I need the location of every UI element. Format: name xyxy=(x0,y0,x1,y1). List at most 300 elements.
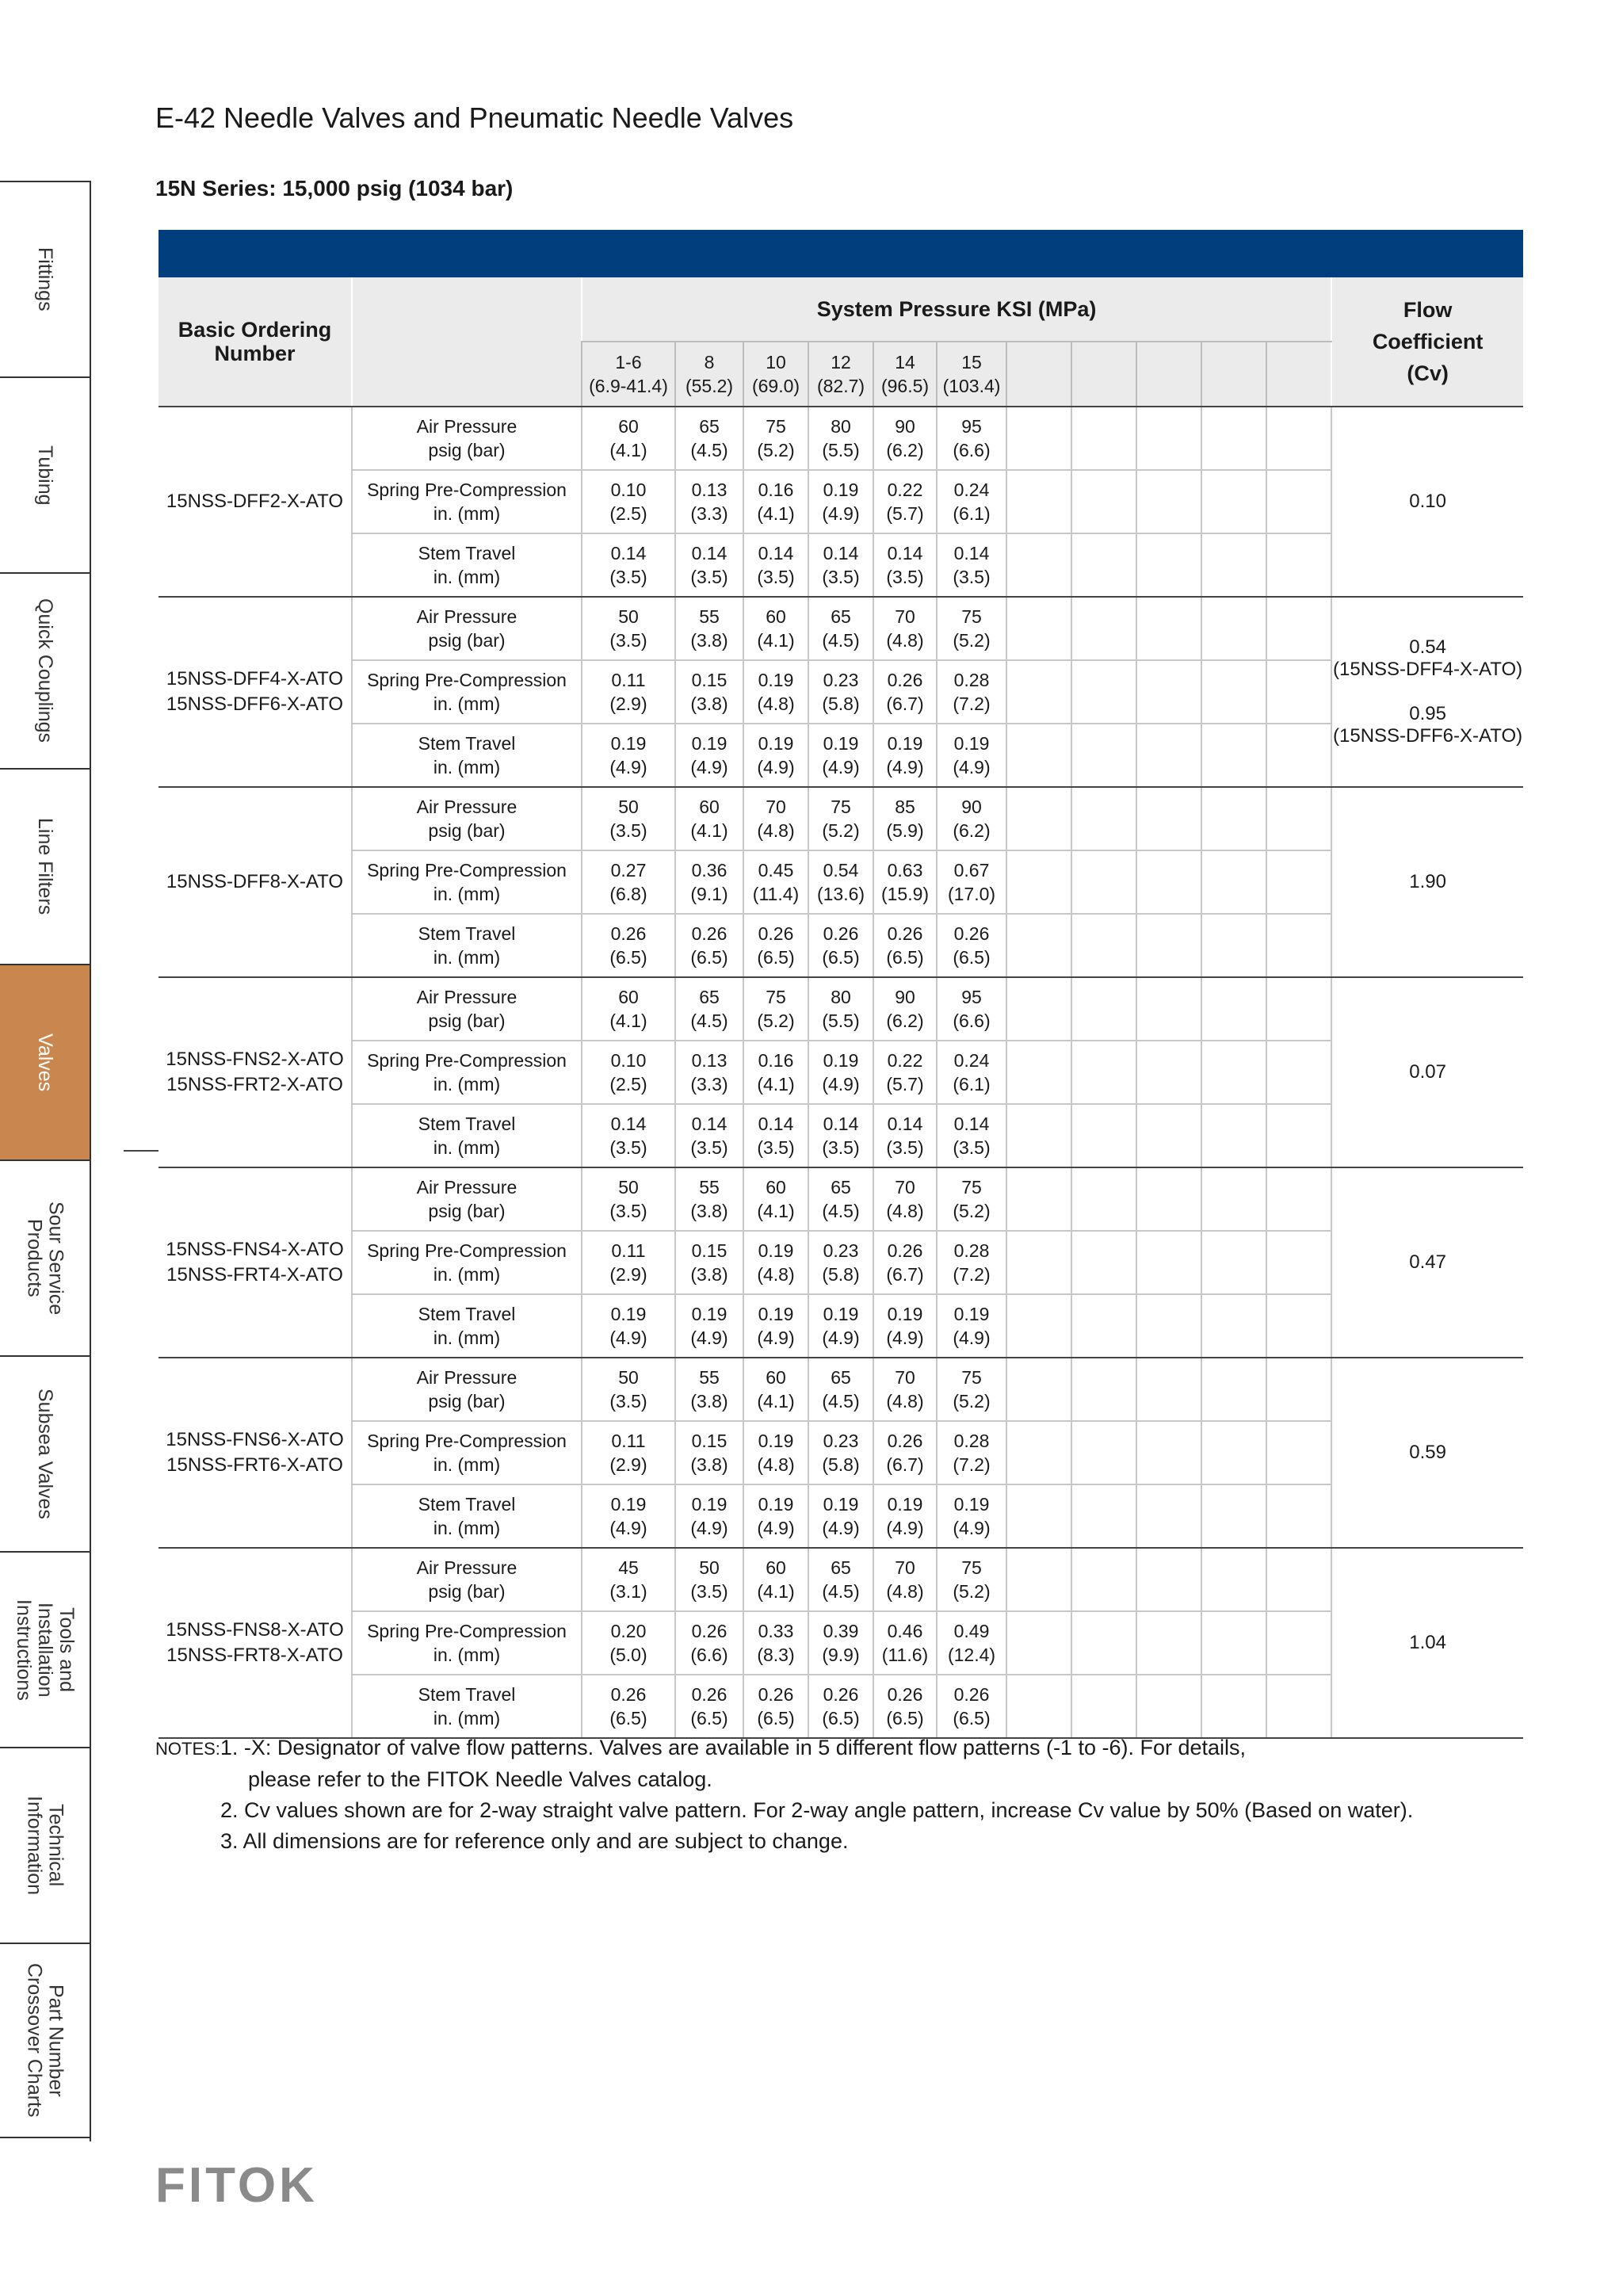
value-imperial: 0.26 xyxy=(887,1684,923,1705)
value-cell xyxy=(937,470,1006,533)
value-metric: (6.6) xyxy=(953,440,991,460)
parameter-label xyxy=(352,1041,582,1104)
value-imperial: 0.14 xyxy=(823,543,859,563)
value-cell xyxy=(582,1484,675,1548)
value-metric: (6.1) xyxy=(953,503,991,524)
value-cell xyxy=(1266,597,1331,660)
value-metric: (6.5) xyxy=(953,1708,991,1729)
value-cell xyxy=(1071,914,1136,977)
value-cell xyxy=(1266,1294,1331,1358)
value-imperial: 45 xyxy=(618,1557,639,1578)
side-tab-label: Tools and Installation Instructions xyxy=(13,1599,78,1701)
value-metric: (4.1) xyxy=(757,503,795,524)
value-cell xyxy=(582,724,675,787)
value-cell xyxy=(937,1421,1006,1484)
value-cell xyxy=(582,1421,675,1484)
side-tab-quick-couplings[interactable] xyxy=(0,572,90,768)
value-imperial: 0.24 xyxy=(953,1050,990,1071)
value-cell xyxy=(937,1294,1006,1358)
value-imperial: 0.19 xyxy=(610,1494,647,1515)
value-imperial: 0.19 xyxy=(953,733,990,754)
value-cell xyxy=(675,914,743,977)
value-cell xyxy=(808,1104,873,1167)
parameter-label xyxy=(352,914,582,977)
side-tab-label: Subsea Valves xyxy=(34,1389,56,1519)
value-metric: (4.9) xyxy=(953,757,991,777)
value-cell xyxy=(675,1484,743,1548)
value-cell xyxy=(1201,1167,1266,1231)
pressure-ksi: 1-6 xyxy=(615,352,642,372)
value-metric: (4.9) xyxy=(953,1328,991,1348)
value-metric: (6.1) xyxy=(953,1074,991,1095)
table-row xyxy=(158,1611,1523,1675)
value-metric: (4.5) xyxy=(822,630,860,651)
parameter-name: Spring Pre-Compression xyxy=(367,1050,567,1071)
value-imperial: 55 xyxy=(699,1177,720,1198)
value-cell xyxy=(675,1167,743,1231)
value-metric: (3.5) xyxy=(886,567,924,587)
value-imperial: 0.19 xyxy=(887,1494,923,1515)
value-imperial: 0.54 xyxy=(823,860,859,881)
value-cell xyxy=(1071,1294,1136,1358)
value-imperial: 85 xyxy=(895,797,915,817)
parameter-name: Air Pressure xyxy=(416,606,517,627)
value-imperial: 75 xyxy=(961,1557,982,1578)
table-row xyxy=(158,914,1523,977)
value-imperial: 0.26 xyxy=(953,923,990,944)
value-cell xyxy=(873,1104,937,1167)
value-cell xyxy=(1006,787,1071,850)
value-imperial: 55 xyxy=(699,1367,720,1388)
value-metric: (3.8) xyxy=(690,1264,728,1285)
value-metric: (5.7) xyxy=(886,503,924,524)
value-cell xyxy=(1006,1548,1071,1611)
value-imperial: 0.26 xyxy=(887,1431,923,1451)
parameter-label xyxy=(352,1675,582,1738)
value-cell xyxy=(675,724,743,787)
value-imperial: 0.26 xyxy=(887,923,923,944)
value-cell xyxy=(873,1167,937,1231)
value-cell xyxy=(1201,1294,1266,1358)
value-metric: (5.0) xyxy=(609,1645,647,1665)
value-metric: (9.1) xyxy=(690,884,728,904)
parameter-unit: in. (mm) xyxy=(433,884,501,904)
value-cell xyxy=(1006,1611,1071,1675)
table-row xyxy=(158,597,1523,660)
value-cell xyxy=(1201,1675,1266,1738)
value-imperial: 0.11 xyxy=(611,1240,646,1261)
value-cell xyxy=(937,1675,1006,1738)
value-imperial: 75 xyxy=(766,416,786,437)
value-cell xyxy=(1201,597,1266,660)
value-cell xyxy=(743,660,808,724)
value-cell xyxy=(675,1104,743,1167)
value-cell xyxy=(873,1231,937,1294)
value-imperial: 65 xyxy=(831,1367,851,1388)
value-metric: (4.9) xyxy=(822,503,860,524)
value-imperial: 80 xyxy=(831,987,851,1007)
value-cell xyxy=(1071,1358,1136,1421)
fitok-logo: FITOK xyxy=(155,2158,318,2213)
value-cell xyxy=(1006,1041,1071,1104)
value-imperial: 0.14 xyxy=(953,1114,990,1134)
parameter-name: Spring Pre-Compression xyxy=(367,1431,567,1451)
value-cell xyxy=(582,1611,675,1675)
value-metric: (2.5) xyxy=(609,1074,647,1095)
value-cell xyxy=(1006,1104,1071,1167)
side-tab-fittings[interactable] xyxy=(0,181,90,376)
value-cell xyxy=(582,660,675,724)
value-cell xyxy=(675,1231,743,1294)
value-metric: (3.1) xyxy=(609,1581,647,1602)
side-tab-label: Tubing xyxy=(34,445,56,506)
parameter-unit: psig (bar) xyxy=(428,1391,506,1412)
value-cell xyxy=(1136,850,1201,914)
value-imperial: 0.11 xyxy=(611,670,646,690)
ordering-number: 15NSS-DFF2-X-ATO xyxy=(158,407,352,597)
parameter-unit: in. (mm) xyxy=(433,1645,501,1665)
value-cell xyxy=(675,597,743,660)
ordering-number: 15NSS-DFF4-X-ATO 15NSS-DFF6-X-ATO xyxy=(158,597,352,787)
value-imperial: 0.19 xyxy=(610,1304,647,1324)
side-tab-valves[interactable] xyxy=(0,964,90,1159)
value-cell xyxy=(873,1421,937,1484)
value-cell xyxy=(1266,914,1331,977)
value-metric: (4.9) xyxy=(822,1074,860,1095)
value-cell xyxy=(808,787,873,850)
value-imperial: 0.19 xyxy=(887,1304,923,1324)
value-imperial: 0.26 xyxy=(691,923,727,944)
value-cell xyxy=(675,1548,743,1611)
value-cell xyxy=(1006,597,1071,660)
value-metric: (2.5) xyxy=(609,503,647,524)
side-tab-part-number-crossover-charts[interactable] xyxy=(0,1943,90,2138)
value-cell xyxy=(743,1167,808,1231)
value-metric: (11.6) xyxy=(881,1645,929,1665)
value-imperial: 0.19 xyxy=(823,479,859,500)
value-cell xyxy=(1266,470,1331,533)
value-metric: (6.7) xyxy=(886,1454,924,1475)
value-cell xyxy=(582,1548,675,1611)
pressure-ksi: 15 xyxy=(961,352,982,372)
parameter-unit: psig (bar) xyxy=(428,440,506,460)
parameter-name: Spring Pre-Compression xyxy=(367,670,567,690)
parameter-label xyxy=(352,660,582,724)
value-imperial: 0.26 xyxy=(758,1684,794,1705)
value-metric: (4.9) xyxy=(822,757,860,777)
value-metric: (12.4) xyxy=(947,1645,996,1665)
pressure-column-header xyxy=(582,342,675,407)
header-ordering-number: Basic Ordering Number xyxy=(158,277,352,407)
value-cell xyxy=(675,1358,743,1421)
table-row xyxy=(158,1294,1523,1358)
side-tab-tools-and-installation-instructions[interactable] xyxy=(0,1551,90,1747)
value-imperial: 0.39 xyxy=(823,1621,859,1641)
value-imperial: 50 xyxy=(618,1367,639,1388)
table-row xyxy=(158,533,1523,597)
value-metric: (6.8) xyxy=(609,884,647,904)
value-cell xyxy=(873,597,937,660)
value-imperial: 0.19 xyxy=(953,1494,990,1515)
value-imperial: 0.23 xyxy=(823,670,859,690)
pressure-column-header xyxy=(1201,342,1266,407)
value-cell xyxy=(937,597,1006,660)
value-metric: (5.2) xyxy=(953,630,991,651)
value-cell xyxy=(937,660,1006,724)
value-imperial: 60 xyxy=(766,1367,786,1388)
value-imperial: 0.13 xyxy=(691,479,727,500)
value-cell xyxy=(675,1421,743,1484)
value-imperial: 0.19 xyxy=(758,1240,794,1261)
value-metric: (2.9) xyxy=(609,1264,647,1285)
table-header-bar xyxy=(158,230,1523,277)
parameter-label xyxy=(352,850,582,914)
value-metric: (17.0) xyxy=(947,884,996,904)
value-metric: (3.5) xyxy=(690,1137,728,1158)
value-cell xyxy=(1266,407,1331,470)
value-cell xyxy=(743,850,808,914)
value-metric: (4.5) xyxy=(822,1581,860,1602)
value-cell xyxy=(873,1675,937,1738)
value-imperial: 0.26 xyxy=(887,670,923,690)
value-cell xyxy=(1201,1548,1266,1611)
value-cell xyxy=(743,1041,808,1104)
parameter-label xyxy=(352,533,582,597)
value-cell xyxy=(582,850,675,914)
value-imperial: 0.26 xyxy=(691,1621,727,1641)
value-cell xyxy=(873,850,937,914)
pressure-ksi: 14 xyxy=(895,352,915,372)
value-metric: (3.8) xyxy=(690,1454,728,1475)
value-metric: (4.9) xyxy=(609,757,647,777)
value-metric: (4.1) xyxy=(609,440,647,460)
value-imperial: 0.23 xyxy=(823,1240,859,1261)
value-cell xyxy=(1071,1675,1136,1738)
value-cell xyxy=(582,533,675,597)
value-imperial: 0.16 xyxy=(758,479,794,500)
value-metric: (4.9) xyxy=(757,1328,795,1348)
value-metric: (3.3) xyxy=(690,1074,728,1095)
value-imperial: 0.19 xyxy=(758,1431,794,1451)
parameter-label xyxy=(352,1484,582,1548)
value-metric: (5.2) xyxy=(953,1581,991,1602)
value-imperial: 65 xyxy=(831,1177,851,1198)
value-imperial: 0.14 xyxy=(758,543,794,563)
side-tab-sour-service-products[interactable] xyxy=(0,1159,90,1355)
value-metric: (6.5) xyxy=(609,1708,647,1729)
value-metric: (6.5) xyxy=(822,1708,860,1729)
value-cell xyxy=(743,1484,808,1548)
value-imperial: 0.28 xyxy=(953,670,990,690)
value-cell xyxy=(1136,597,1201,660)
value-cell xyxy=(1071,1611,1136,1675)
value-metric: (3.5) xyxy=(822,567,860,587)
value-metric: (7.2) xyxy=(953,1264,991,1285)
table-row xyxy=(158,1104,1523,1167)
value-cell xyxy=(808,597,873,660)
value-metric: (6.2) xyxy=(886,440,924,460)
pressure-column-header xyxy=(743,342,808,407)
value-imperial: 0.19 xyxy=(758,733,794,754)
value-cell xyxy=(1071,470,1136,533)
value-imperial: 90 xyxy=(895,987,915,1007)
value-cell xyxy=(1136,470,1201,533)
parameter-label xyxy=(352,1231,582,1294)
table-row xyxy=(158,470,1523,533)
spec-table xyxy=(158,230,1523,1739)
value-metric: (5.2) xyxy=(953,1201,991,1221)
flow-coefficient: 1.90 xyxy=(1331,787,1523,977)
value-imperial: 0.28 xyxy=(953,1240,990,1261)
value-cell xyxy=(1201,914,1266,977)
side-tab-line-filters[interactable] xyxy=(0,768,90,964)
value-cell xyxy=(743,914,808,977)
header-system-pressure: System Pressure KSI (MPa) xyxy=(582,277,1331,342)
parameter-unit: in. (mm) xyxy=(433,1454,501,1475)
value-cell xyxy=(937,1231,1006,1294)
side-tab-label: Valves xyxy=(34,1033,56,1092)
note-2: 2. Cv values shown are for 2-way straight valve pattern. For 2-way angle pattern, increase Cv value by 50% (Based on water). xyxy=(220,1798,1414,1822)
value-cell xyxy=(1136,1611,1201,1675)
value-cell xyxy=(1006,1231,1071,1294)
value-imperial: 65 xyxy=(831,1557,851,1578)
value-metric: (3.8) xyxy=(690,1391,728,1412)
value-cell xyxy=(1201,407,1266,470)
value-cell xyxy=(873,1548,937,1611)
value-metric: (7.2) xyxy=(953,1454,991,1475)
value-cell xyxy=(1136,407,1201,470)
pressure-column-header xyxy=(675,342,743,407)
table-row xyxy=(158,977,1523,1041)
value-cell xyxy=(582,1104,675,1167)
value-cell xyxy=(1266,1611,1331,1675)
value-metric: (4.1) xyxy=(757,1201,795,1221)
side-tab-tubing[interactable] xyxy=(0,376,90,572)
value-cell xyxy=(937,1041,1006,1104)
table-row xyxy=(158,1421,1523,1484)
parameter-name: Air Pressure xyxy=(416,797,517,817)
parameter-unit: psig (bar) xyxy=(428,630,506,651)
value-metric: (2.9) xyxy=(609,1454,647,1475)
value-cell xyxy=(1201,787,1266,850)
value-metric: (3.8) xyxy=(690,630,728,651)
value-imperial: 0.26 xyxy=(823,1684,859,1705)
side-tab-technical-information[interactable] xyxy=(0,1747,90,1943)
parameter-unit: in. (mm) xyxy=(433,693,501,714)
value-imperial: 95 xyxy=(961,987,982,1007)
value-imperial: 70 xyxy=(766,797,786,817)
value-cell xyxy=(743,1421,808,1484)
value-cell xyxy=(1136,914,1201,977)
value-cell xyxy=(1071,533,1136,597)
value-metric: (4.9) xyxy=(822,1328,860,1348)
value-metric: (3.5) xyxy=(609,567,647,587)
value-cell xyxy=(743,1548,808,1611)
value-cell xyxy=(582,1358,675,1421)
value-cell xyxy=(1006,1167,1071,1231)
value-cell xyxy=(1136,660,1201,724)
value-imperial: 60 xyxy=(618,987,639,1007)
value-cell xyxy=(937,914,1006,977)
value-metric: (6.6) xyxy=(690,1645,728,1665)
value-cell xyxy=(582,597,675,660)
value-cell xyxy=(582,914,675,977)
value-imperial: 90 xyxy=(961,797,982,817)
value-metric: (3.5) xyxy=(609,1137,647,1158)
value-cell xyxy=(743,1611,808,1675)
series-title: 15N Series: 15,000 psig (1034 bar) xyxy=(155,176,514,201)
table-row xyxy=(158,724,1523,787)
value-cell xyxy=(1071,1421,1136,1484)
value-imperial: 0.13 xyxy=(691,1050,727,1071)
value-cell xyxy=(1266,1421,1331,1484)
value-imperial: 60 xyxy=(766,1177,786,1198)
parameter-name: Spring Pre-Compression xyxy=(367,1621,567,1641)
side-tab-subsea-valves[interactable] xyxy=(0,1355,90,1551)
value-cell xyxy=(1071,787,1136,850)
parameter-label xyxy=(352,724,582,787)
pressure-column-header xyxy=(937,342,1006,407)
parameter-name: Spring Pre-Compression xyxy=(367,860,567,881)
value-cell xyxy=(1201,850,1266,914)
value-cell xyxy=(873,977,937,1041)
value-metric: (4.1) xyxy=(757,1074,795,1095)
parameter-label xyxy=(352,1611,582,1675)
value-cell xyxy=(1136,977,1201,1041)
value-imperial: 70 xyxy=(895,1367,915,1388)
value-imperial: 50 xyxy=(618,1177,639,1198)
value-imperial: 0.67 xyxy=(953,860,990,881)
value-cell xyxy=(743,1231,808,1294)
value-metric: (3.8) xyxy=(690,693,728,714)
parameter-name: Stem Travel xyxy=(418,1114,516,1134)
value-imperial: 0.49 xyxy=(953,1621,990,1641)
value-cell xyxy=(808,1421,873,1484)
value-metric: (8.3) xyxy=(757,1645,795,1665)
value-cell xyxy=(808,977,873,1041)
value-imperial: 0.10 xyxy=(610,1050,647,1071)
value-metric: (4.9) xyxy=(609,1328,647,1348)
value-imperial: 0.20 xyxy=(610,1621,647,1641)
value-metric: (3.5) xyxy=(953,1137,991,1158)
note-3: 3. All dimensions are for reference only and are subject to change. xyxy=(220,1829,849,1853)
value-cell xyxy=(873,660,937,724)
value-cell xyxy=(1006,533,1071,597)
value-metric: (6.5) xyxy=(822,947,860,968)
value-cell xyxy=(743,533,808,597)
flow-coefficient: 0.10 xyxy=(1331,407,1523,597)
value-cell xyxy=(873,470,937,533)
value-cell xyxy=(582,1675,675,1738)
parameter-name: Air Pressure xyxy=(416,416,517,437)
value-imperial: 0.26 xyxy=(823,923,859,944)
value-metric: (3.5) xyxy=(690,1581,728,1602)
value-imperial: 65 xyxy=(831,606,851,627)
value-cell xyxy=(1006,724,1071,787)
value-cell xyxy=(937,724,1006,787)
value-metric: (4.1) xyxy=(757,1391,795,1412)
value-cell xyxy=(808,1611,873,1675)
value-metric: (4.5) xyxy=(822,1391,860,1412)
value-metric: (3.5) xyxy=(886,1137,924,1158)
value-cell xyxy=(1266,1358,1331,1421)
table-row xyxy=(158,1167,1523,1231)
value-cell xyxy=(1071,1231,1136,1294)
value-imperial: 0.14 xyxy=(691,543,727,563)
value-cell xyxy=(675,1294,743,1358)
value-metric: (3.8) xyxy=(690,1201,728,1221)
value-cell xyxy=(1136,1231,1201,1294)
